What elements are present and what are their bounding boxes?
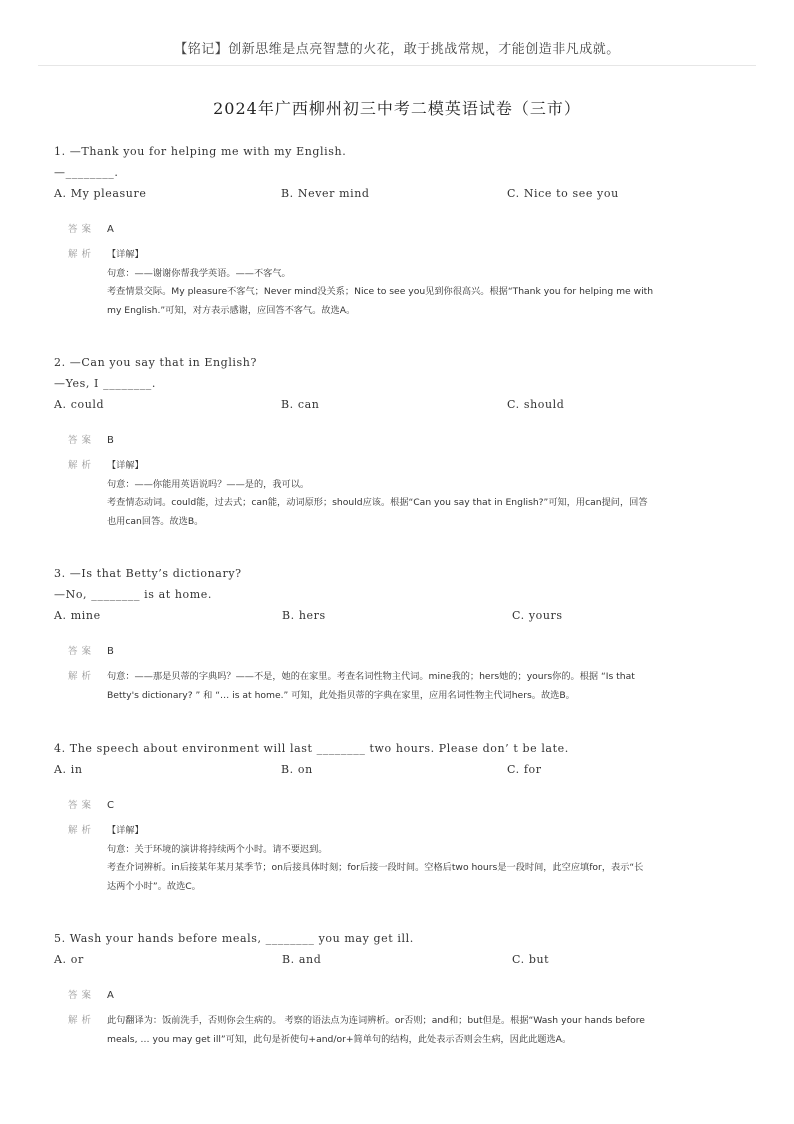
options-row (54, 183, 744, 205)
answer-label: 答案 (68, 800, 96, 811)
analysis-label: 解析 (68, 825, 96, 836)
question-stem-line: —Yes, I ________. (54, 377, 156, 390)
analysis-line: 【详解】 (107, 460, 144, 471)
analysis-row (54, 822, 744, 896)
option-a: A. or (54, 953, 84, 966)
question-stem-line: 5. Wash your hands before meals, ________ you may get ill. (54, 932, 414, 945)
analysis-row (54, 246, 744, 320)
question-stem-line: 3. —Is that Betty’s dictionary? (54, 567, 242, 580)
analysis-line: 达两个小时”。故选C。 (107, 880, 201, 892)
options-row (54, 949, 744, 971)
analysis-label: 解析 (68, 671, 96, 682)
option-a: A. could (54, 398, 105, 411)
answer-label: 答案 (68, 435, 96, 446)
analysis-line: 句意：——谢谢你帮我学英语。——不客气。 (107, 267, 291, 279)
answer-value: A (107, 224, 114, 235)
answer-label: 答案 (68, 224, 96, 235)
motto-banner: 【铭记】创新思维是点亮智慧的火花，敢于挑战常规，才能创造非凡成就。 (174, 42, 620, 57)
analysis-line: 句意：——你能用英语说吗？——是的，我可以。 (107, 478, 310, 490)
option-c: C. but (512, 953, 550, 966)
question-stem-line: —No, ________ is at home. (54, 588, 213, 601)
analysis-line: 【详解】 (107, 249, 144, 260)
question-1 (54, 141, 744, 320)
question-stem-line: 2. —Can you say that in English? (54, 356, 257, 369)
question-stem-line: 1. —Thank you for helping me with my English. (54, 145, 347, 158)
analysis-line: 句意：——那是贝蒂的字典吗？——不是，她的在家里。考查名词性物主代词。mine我的；hers她的；yours你的。根据 “Is that (107, 671, 635, 682)
answer-row (54, 642, 744, 662)
question-stem-line: —________. (54, 166, 119, 179)
answer-row (54, 796, 744, 816)
option-c: C. Nice to see you (507, 187, 619, 200)
option-b: B. and (282, 953, 322, 966)
answer-row (54, 431, 744, 451)
answer-row (54, 220, 744, 240)
analysis-line: Betty's dictionary? ” 和 “… is at home.” 可知，此处指贝蒂的字典在家里，应用名词性物主代词hers。故选B。 (107, 689, 575, 701)
option-c: C. for (507, 763, 542, 776)
option-a: A. in (54, 763, 83, 776)
analysis-label: 解析 (68, 1015, 96, 1026)
question-stem-line: 4. The speech about environment will last ________ two hours. Please don’ t be late. (54, 742, 569, 755)
options-row (54, 605, 744, 627)
option-c: C. yours (512, 609, 563, 622)
options-row (54, 394, 744, 416)
options-row (54, 759, 744, 781)
question-4 (54, 738, 744, 896)
analysis-line: 【详解】 (107, 825, 144, 836)
answer-row (54, 986, 744, 1006)
answer-value: B (107, 435, 114, 446)
option-a: A. mine (54, 609, 101, 622)
analysis-line: 考查介词辨析。in后接某年某月某季节；on后接具体时刻；for后接一段时间。空格后two hours是一段时间，此空应填for，表示“长 (107, 862, 644, 873)
option-b: B. hers (282, 609, 326, 622)
page-title: 2024年广西柳州初三中考二模英语试卷（三市） (213, 99, 581, 118)
answer-value: C (107, 800, 114, 811)
analysis-text (107, 457, 717, 531)
analysis-line: 此句翻译为：饭前洗手，否则你会生病的。 考察的语法点为连词辨析。or否则；and和；but但是。根据“Wash your hands before (107, 1015, 645, 1026)
question-2 (54, 352, 744, 531)
analysis-text (107, 822, 717, 896)
analysis-label: 解析 (68, 249, 96, 260)
analysis-row (54, 668, 744, 705)
answer-label: 答案 (68, 990, 96, 1001)
answer-value: B (107, 646, 114, 657)
analysis-line: meals, … you may get ill”可知，此句是祈使句+and/or+简单句的结构，此处表示否则会生病，因此此题选A。 (107, 1033, 572, 1045)
analysis-text (107, 246, 717, 320)
answer-label: 答案 (68, 646, 96, 657)
analysis-line: 句意：关于环境的演讲将持续两个小时。请不要迟到。 (107, 843, 328, 855)
analysis-text (107, 668, 717, 705)
option-c: C. should (507, 398, 565, 411)
answer-value: A (107, 990, 114, 1001)
question-3 (54, 563, 744, 705)
analysis-label: 解析 (68, 460, 96, 471)
analysis-line: 考查情景交际。My pleasure不客气；Never mind没关系；Nice to see you见到你很高兴。根据“Thank you for helping me with (107, 286, 654, 297)
analysis-line: 考查情态动词。could能，过去式；can能，动词原形；should应该。根据“Can you say that in English?”可知，用can提问，回答 (107, 497, 648, 508)
analysis-row (54, 1012, 744, 1049)
analysis-text (107, 1012, 717, 1049)
option-a: A. My pleasure (54, 187, 147, 200)
option-b: B. on (281, 763, 313, 776)
option-b: B. Never mind (281, 187, 370, 200)
option-b: B. can (281, 398, 320, 411)
analysis-line: my English.”可知，对方表示感谢，应回答不客气。故选A。 (107, 304, 356, 316)
question-5 (54, 928, 744, 1049)
analysis-row (54, 457, 744, 531)
header-divider (38, 65, 756, 66)
analysis-line: 也用can回答。故选B。 (107, 515, 204, 527)
